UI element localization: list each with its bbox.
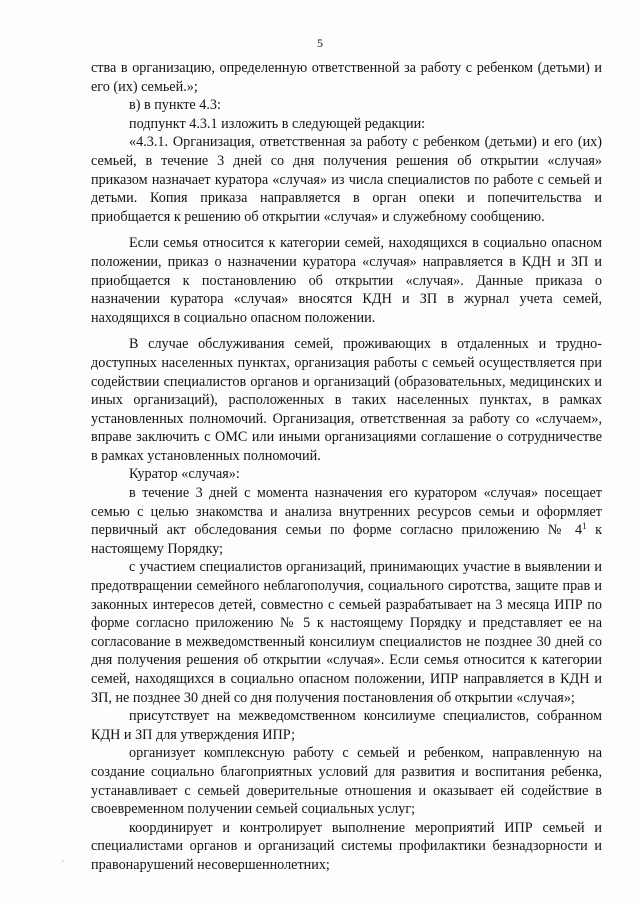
paragraph-remote-areas: В случае обслуживания семей, проживающих в отдаленных и труднодоступных населенных пунктах, организация работы с семьей осуществляется при содействии специалистов органов и организаций (образовательных, медицинских и иных организаций), расположенных в таких населенных пунктах, в рамках установленных полномочий. Организация, ответственная за работу со «случаем», вправе заключить с ОМС или иными организациями соглашение о сотрудничестве в рамках установленных полномочий. [91, 336, 602, 464]
paragraph-complex-work: организует комплексную работу с семьей и ребенком, направленную на создание социально благоприятных условий для развития и воспитания ребенка, устанавливает с семьей доверительные отношения и оказывает ей содействие в своевременном получении семьей социальных услуг; [91, 745, 602, 818]
paragraph-ipr-development: с участием специалистов организаций, принимающих участие в выявлении и предотвращении семейного неблагополучия, социального сиротства, защите прав и законных интересов детей, совместно с семьей разрабатывает на 3 месяца ИПР по форме согласно приложению № 5 к настоящему Порядку и представляет ее на согласование в межведомственный консилиум специалистов не позднее 30 дней со дня получения решения об открытии «случая». Если семья относится к категории семей, находящихся в социально опасном положении, ИПР направляется в КДН и ЗП, не позднее 30 дней со дня получения постановления об открытии «случая»; [91, 559, 602, 706]
paragraph-social-danger: Если семья относится к категории семей, находящихся в социально опасном положении, приказ о назначении куратора «случая» направляется в КДН и ЗП и приобщается к постановлению об открытии «случая». Данные приказа о назначении куратора «случая» вносятся КДН и ЗП в журнал учета семей, находящихся в социально опасном положении. [91, 235, 602, 326]
curator-visit-tail: к настоящему Порядку; [91, 522, 602, 557]
paragraph-curator-heading: Куратор «случая»: [129, 466, 240, 483]
document-body [91, 59, 602, 875]
paragraph-curator-visit [91, 484, 602, 558]
paragraph-4-3-1: «4.3.1. Организация, ответственная за работу с ребенком (детьми) и его (их) семьей, в течение 3 дней со дня получения решения об открытии «случая» приказом назначает куратора «случая» из числа специалистов по работе с семьей и детьми. Копия приказа направляется в орган опеки и попечительства и приобщается к решению об открытии «случая» и служебному сообщению. [91, 134, 602, 225]
paragraph-item-v: в) в пункте 4.3: [129, 97, 221, 114]
paragraph-continuation: ства в организацию, определенную ответственной за работу с ребенком (детьми) и его (их) семьей.»; [91, 60, 602, 95]
paragraph-subpoint-intro: подпункт 4.3.1 изложить в следующей редакции: [129, 115, 426, 132]
paragraph-coordination: координирует и контролирует выполнение мероприятий ИПР семьей и специалистами органов и организаций системы профилактики безнадзорности и правонарушений несовершеннолетних; [91, 819, 602, 873]
appendix-superscript: 1 [582, 521, 587, 532]
curator-visit-text: в течение 3 дней с момента назначения его куратором «случая» посещает семью с целью знакомства и анализа внутренних ресурсов семьи и оформляет первичный акт обследования семьи по форме согласно приложению № 4 [91, 485, 602, 539]
page-number: 5 [317, 36, 323, 50]
scan-speck [62, 860, 64, 862]
paragraph-council-attendance: присутствует на межведомственном консилиуме специалистов, собранном КДН и ЗП для утверждения ИПР; [91, 708, 602, 743]
